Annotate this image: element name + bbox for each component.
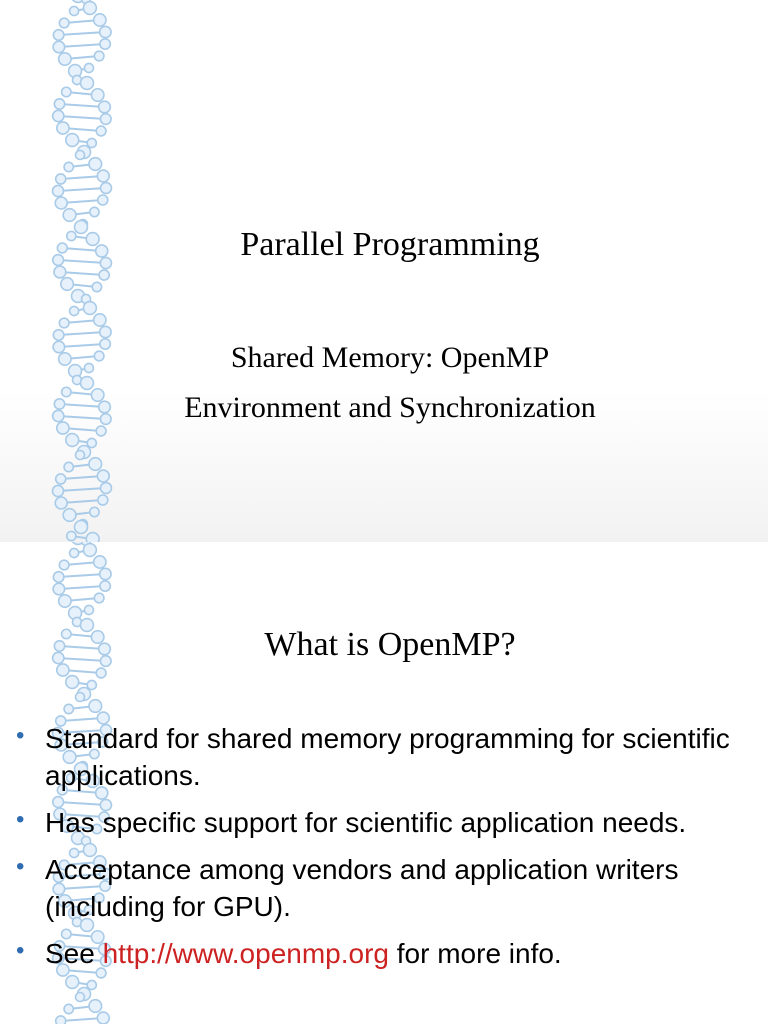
openmp-link[interactable]: http://www.openmp.org: [102, 938, 389, 969]
helix-node: [64, 162, 73, 171]
helix-node: [89, 158, 102, 171]
helix-node: [83, 2, 96, 15]
bullet-text: Acceptance among vendors and application writers (including for GPU).: [45, 854, 679, 922]
helix-node: [53, 110, 64, 121]
helix-node: [57, 122, 69, 134]
helix-node: [70, 306, 79, 315]
slide-1-title: Parallel Programming: [240, 226, 540, 263]
helix-rung: [58, 188, 106, 191]
helix-node: [53, 330, 64, 341]
helix-node: [94, 14, 106, 26]
helix-node: [87, 680, 96, 689]
helix-rung: [59, 574, 106, 577]
helix-node: [87, 438, 96, 447]
helix-node: [96, 426, 106, 436]
helix-node: [59, 318, 69, 328]
helix-node: [64, 704, 73, 713]
helix-node: [70, 548, 79, 557]
helix-node: [101, 183, 112, 194]
helix-node: [83, 544, 96, 557]
helix-node: [75, 692, 84, 701]
helix-node: [90, 507, 99, 516]
helix-node: [83, 302, 96, 315]
helix-node: [101, 483, 112, 494]
bullet-text-suffix: for more info.: [388, 938, 562, 969]
helix-node: [74, 521, 87, 534]
helix-rung: [59, 586, 105, 589]
dna-helix-decoration: [0, 0, 140, 542]
helix-node: [97, 170, 109, 182]
bullet-item: [0, 720, 768, 794]
helix-node: [53, 41, 65, 53]
helix-node: [75, 450, 84, 459]
helix-node: [89, 700, 102, 713]
helix-node: [67, 531, 76, 540]
helix-node: [98, 495, 108, 505]
helix-node: [91, 89, 104, 102]
helix-node: [100, 326, 111, 337]
helix-node: [98, 195, 108, 205]
helix-node: [61, 278, 74, 291]
helix-node: [56, 1016, 66, 1024]
slide-2-title: What is OpenMP?: [264, 626, 516, 663]
helix-node: [89, 458, 102, 471]
helix-node: [62, 87, 71, 96]
helix-node: [64, 1004, 73, 1013]
helix-node: [92, 282, 101, 291]
helix-node: [52, 185, 63, 196]
helix-node: [57, 664, 69, 676]
helix-node: [66, 134, 79, 147]
helix-node: [81, 77, 94, 90]
helix-node: [52, 485, 63, 496]
helix-node: [100, 39, 110, 49]
bullet-text: Has specific support for scientific application needs.: [45, 807, 687, 838]
bullet-icon: •: [16, 806, 25, 833]
helix-node: [75, 150, 84, 159]
helix-node: [94, 593, 104, 603]
bullet-text: Standard for shared memory programming for scientific applications.: [45, 723, 730, 791]
helix-node: [56, 474, 66, 484]
slide-1-subtitle-line-2: Environment and Synchronization: [184, 391, 596, 424]
helix-node: [100, 114, 111, 125]
helix-node: [55, 197, 67, 209]
bullet-item: [0, 804, 768, 841]
helix-rung: [59, 332, 106, 335]
helix-node: [89, 1000, 102, 1013]
helix-node: [63, 209, 76, 222]
helix-rung: [59, 44, 105, 47]
helix-node: [100, 26, 111, 37]
helix-node: [66, 676, 79, 689]
helix-node: [59, 595, 71, 607]
helix-node: [54, 266, 66, 278]
helix-node: [53, 30, 64, 41]
helix-rung: [58, 116, 105, 119]
bullet-text-prefix: See: [45, 938, 103, 969]
helix-node: [56, 174, 66, 184]
helix-node: [100, 568, 111, 579]
helix-node: [54, 99, 64, 109]
bullet-item: [0, 935, 768, 972]
helix-node: [97, 470, 109, 482]
slide-1-subtitle-line-1: Shared Memory: OpenMP: [230, 341, 550, 374]
helix-node: [53, 572, 64, 583]
helix-node: [59, 560, 69, 570]
helix-node: [59, 53, 71, 65]
helix-node: [55, 497, 67, 509]
slide-2: [0, 542, 768, 1024]
helix-node: [75, 992, 84, 1001]
helix-node: [63, 509, 76, 522]
helix-rung: [59, 32, 106, 35]
helix-node: [90, 207, 99, 216]
helix-node: [96, 126, 106, 136]
helix-rung: [60, 104, 105, 107]
bullet-list: [0, 720, 768, 982]
helix-node: [70, 6, 79, 15]
helix-node: [84, 63, 93, 72]
helix-rung: [58, 488, 106, 491]
helix-node: [94, 51, 104, 61]
helix-node: [94, 556, 106, 568]
helix-node: [99, 270, 109, 280]
helix-node: [86, 533, 99, 542]
helix-node: [81, 377, 94, 390]
bullet-icon: •: [16, 853, 25, 880]
helix-node: [53, 583, 65, 595]
helix-node: [96, 668, 106, 678]
helix-node: [59, 18, 69, 28]
helix-node: [84, 605, 93, 614]
helix-node: [66, 434, 79, 447]
helix-node: [99, 101, 111, 113]
helix-node: [94, 314, 106, 326]
bullet-icon: •: [16, 937, 25, 964]
helix-node: [87, 138, 96, 147]
bullet-icon: •: [16, 722, 25, 749]
bullet-item: [0, 851, 768, 925]
helix-node: [97, 1012, 109, 1024]
helix-node: [100, 581, 110, 591]
helix-node: [64, 462, 73, 471]
